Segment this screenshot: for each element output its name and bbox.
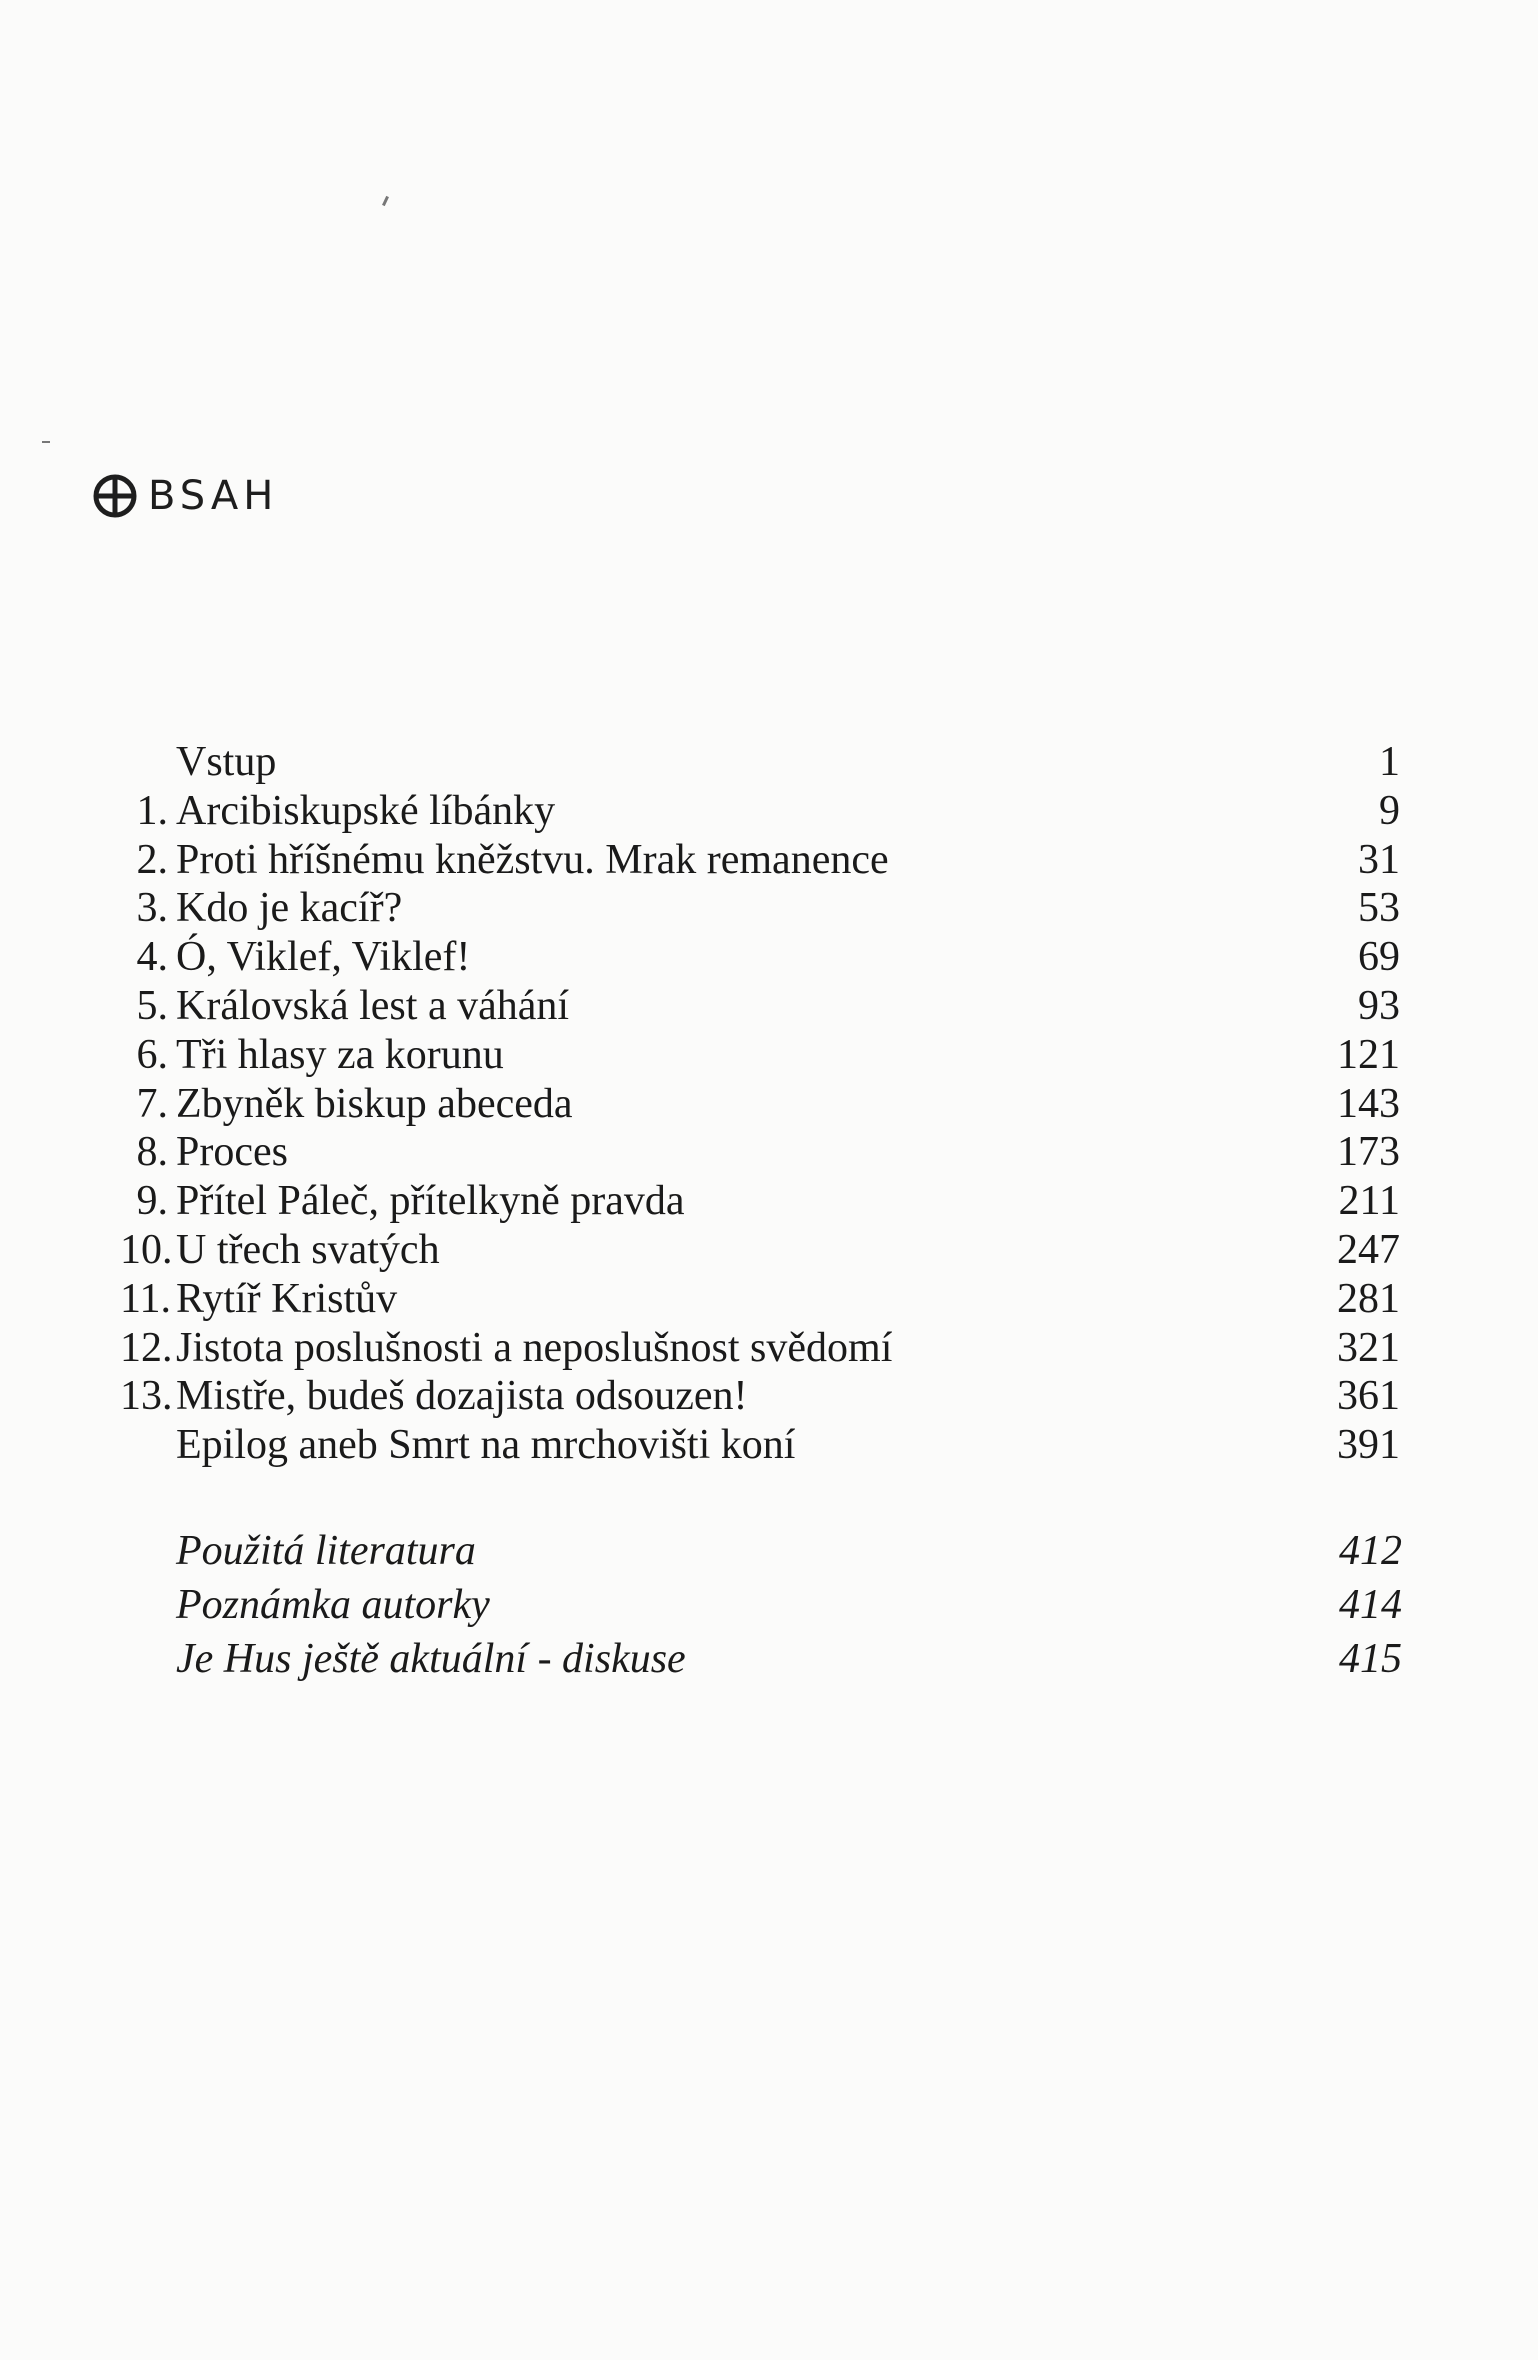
appendix-entry-title: Použitá literatura [176,1528,476,1574]
toc-entry-page: 173 [1337,1129,1400,1176]
toc-entry-title: Jistota poslušnosti a neposlušnost svědomí [176,1324,893,1371]
toc-entry-title: Arcibiskupské líbánky [176,787,556,834]
toc-entry-title: Přítel Páleč, přítelkyně pravda [176,1178,685,1225]
appendix-list [120,1526,1400,1688]
toc-entry-number: 1. [136,787,168,834]
toc-entry-page: 321 [1337,1324,1400,1371]
toc-entry-number: 7. [136,1080,168,1127]
toc-entry-page: 143 [1337,1080,1400,1127]
toc-entry [120,1031,1400,1080]
toc-entry-number: 6. [136,1031,168,1078]
toc-entry-number: 4. [136,934,168,981]
table-of-contents [120,738,1400,1470]
toc-entry-number: 8. [136,1129,168,1176]
toc-entry-number: 5. [136,982,168,1029]
toc-entry-title: Proces [176,1129,288,1176]
toc-entry-page: 9 [1379,787,1400,834]
toc-entry [120,738,1400,787]
toc-entry-page: 53 [1358,885,1400,932]
toc-entry [120,1372,1400,1421]
contents-heading [90,470,278,522]
toc-entry-page: 281 [1337,1275,1400,1322]
toc-entry-title: Kdo je kacíř? [176,885,403,932]
toc-entry [120,884,1400,933]
toc-entry-page: 391 [1337,1422,1400,1469]
appendix-entry [120,1580,1400,1634]
toc-entry-title: Vstup [176,739,277,785]
toc-entry-title: Zbyněk biskup abeceda [176,1080,573,1127]
appendix-entry-page: 412 [1339,1528,1402,1574]
toc-entry-page: 69 [1358,934,1400,981]
appendix-entry-title: Je Hus ještě aktuální - diskuse [176,1636,686,1682]
toc-entry [120,1080,1400,1129]
toc-entry-number: 13. [120,1373,173,1420]
toc-entry-title: U třech svatých [176,1226,440,1273]
toc-entry-title: Proti hříšnému kněžstvu. Mrak remanence [176,836,889,883]
toc-entry-title: Mistře, budeš dozajista odsouzen! [176,1373,748,1420]
appendix-entry [120,1526,1400,1580]
toc-entry-number: 9. [136,1178,168,1225]
toc-entry-page: 247 [1337,1226,1400,1273]
appendix-entry-title: Poznámka autorky [176,1582,490,1628]
toc-entry-page: 211 [1338,1178,1400,1225]
appendix-entry-page: 415 [1339,1636,1402,1682]
toc-entry-title: Královská lest a váhání [176,982,570,1029]
print-speck [42,441,50,443]
toc-entry-title: Tři hlasy za korunu [176,1031,504,1078]
print-speck [382,196,389,206]
toc-entry-page: 31 [1358,836,1400,883]
toc-entry-title: Rytíř Kristův [176,1275,398,1322]
toc-entry [120,836,1400,885]
toc-entry-number: 11. [120,1275,171,1322]
toc-entry [120,1128,1400,1177]
toc-entry [120,1421,1400,1470]
toc-entry-number: 10. [120,1226,173,1273]
toc-entry-page: 93 [1358,982,1400,1029]
toc-entry [120,933,1400,982]
contents-heading-text: BSAH [148,473,279,519]
appendix-entry-page: 414 [1339,1582,1402,1628]
appendix-entry [120,1634,1400,1688]
toc-entry-number: 3. [136,885,168,932]
toc-entry [120,787,1400,836]
toc-entry-title: Ó, Viklef, Viklef! [176,934,471,981]
toc-entry [120,1324,1400,1373]
toc-entry [120,1275,1400,1324]
toc-entry-page: 361 [1337,1373,1400,1420]
toc-entry-page: 1 [1379,739,1400,785]
toc-entry-title: Epilog aneb Smrt na mrchovišti koní [176,1422,796,1469]
toc-entry [120,982,1400,1031]
toc-entry [120,1226,1400,1275]
toc-entry-page: 121 [1337,1031,1400,1078]
toc-entry-number: 12. [120,1324,173,1371]
toc-entry-number: 2. [136,836,168,883]
toc-entry [120,1177,1400,1226]
cross-circle-icon [90,471,140,521]
